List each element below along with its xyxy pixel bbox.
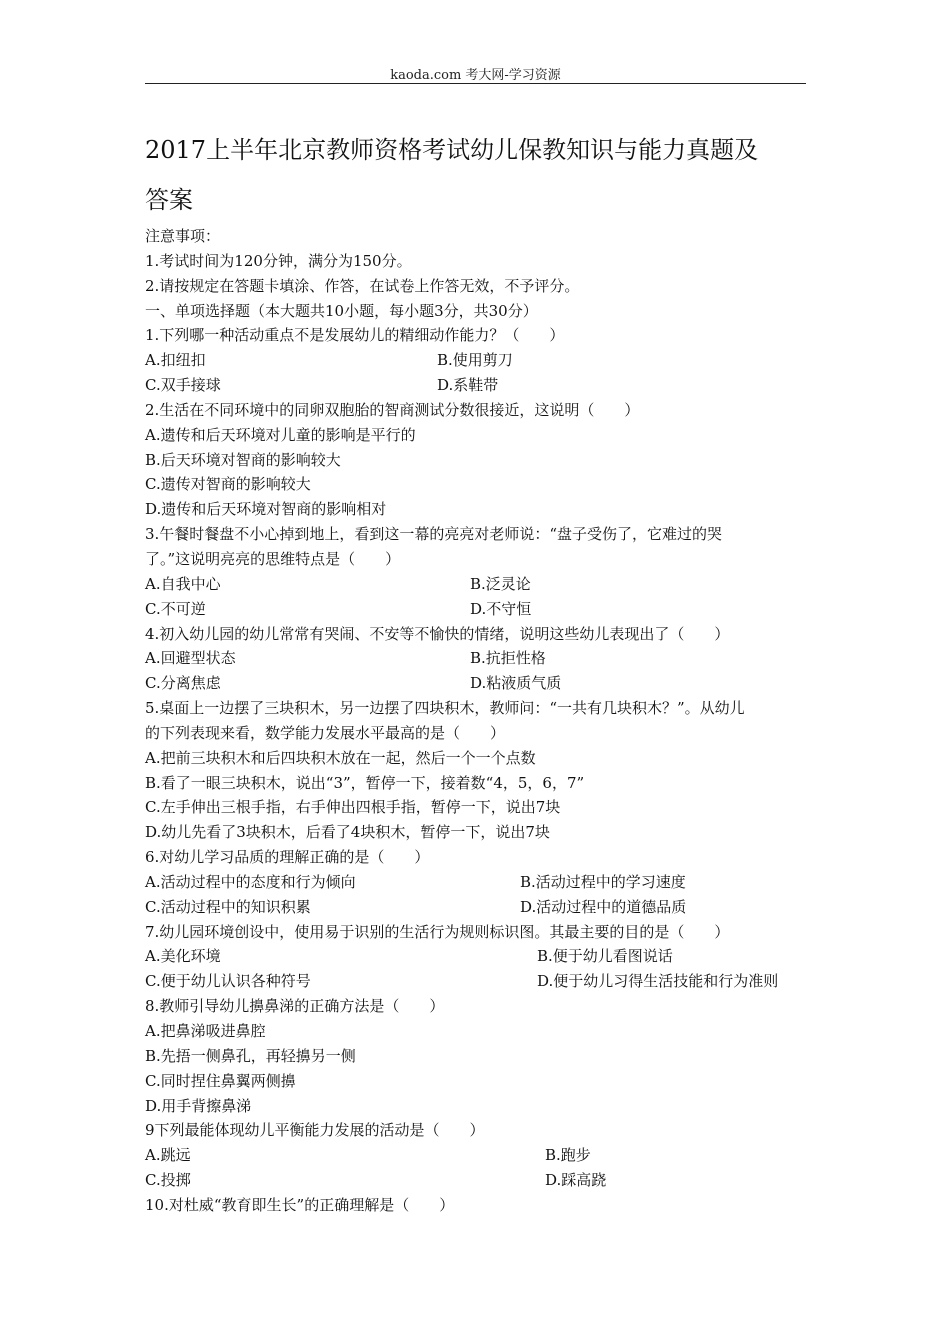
exam-body xyxy=(145,224,806,1218)
question-stem: 8.教师引导幼儿擤鼻涕的正确方法是（ ） xyxy=(145,997,445,1016)
option: C.不可逆 xyxy=(145,599,206,618)
option: D.幼儿先看了3块积木，后看了4块积木，暂停一下，说出7块 xyxy=(145,823,550,842)
option: C.左手伸出三根手指，右手伸出四根手指，暂停一下，说出7块 xyxy=(145,798,561,817)
option-row xyxy=(145,1168,806,1193)
option: D.用手背擦鼻涕 xyxy=(145,1096,252,1115)
option: C.便于幼儿认识各种符号 xyxy=(145,972,311,991)
option-row xyxy=(145,646,806,671)
option: C.遗传对智商的影响较大 xyxy=(145,475,311,494)
option: B.看了一眼三块积木，说出“3”，暂停一下，接着数“4，5，6，7” xyxy=(145,773,585,792)
notice-item: 2.请按规定在答题卡填涂、作答，在试卷上作答无效，不予评分。 xyxy=(145,276,580,295)
option: A.遗传和后天环境对儿童的影响是平行的 xyxy=(145,425,416,444)
question-stem: 6.对幼儿学习品质的理解正确的是（ ） xyxy=(145,848,430,867)
option: D.不守恒 xyxy=(470,599,532,618)
option: D.遗传和后天环境对智商的影响相对 xyxy=(145,500,387,519)
option: D.踩高跷 xyxy=(545,1171,607,1190)
page-header: kaoda.com 考大网-学习资源 xyxy=(390,68,561,83)
option: A.把前三块积木和后四块积木放在一起，然后一个一个点数 xyxy=(145,748,536,767)
option-row xyxy=(145,944,806,969)
document-title-continued: 答案 xyxy=(145,186,193,214)
option: C.同时捏住鼻翼两侧擤 xyxy=(145,1071,296,1090)
option: C.投掷 xyxy=(145,1171,191,1190)
section-heading: 一、单项选择题（本大题共10小题，每小题3分，共30分） xyxy=(145,301,538,320)
option: D.系鞋带 xyxy=(437,376,499,395)
question-stem: 3.午餐时餐盘不小心掉到地上，看到这一幕的亮亮对老师说：“盘子受伤了，它难过的哭 xyxy=(145,525,722,544)
option: B.后天环境对智商的影响较大 xyxy=(145,450,341,469)
question-stem: 5.桌面上一边摆了三块积木，另一边摆了四块积木，教师问：“一共有几块积木？”。从幼儿 xyxy=(145,699,745,718)
option: A.活动过程中的态度和行为倾向 xyxy=(145,872,356,891)
option-row xyxy=(145,895,806,920)
option: D.便于幼儿习得生活技能和行为准则 xyxy=(537,972,779,991)
option: A.自我中心 xyxy=(145,574,221,593)
notice-heading: 注意事项： xyxy=(145,227,221,245)
notice-item: 1.考试时间为120分钟，满分为150分。 xyxy=(145,251,412,270)
question-stem: 了。”这说明亮亮的思维特点是（ ） xyxy=(145,549,401,568)
question-stem: 9下列最能体现幼儿平衡能力发展的活动是（ ） xyxy=(145,1121,485,1140)
option: A.回避型状态 xyxy=(145,649,236,668)
option-row xyxy=(145,1143,806,1168)
question-stem: 1.下列哪一种活动重点不是发展幼儿的精细动作能力？（ ） xyxy=(145,326,565,345)
header-rule xyxy=(145,83,806,84)
option: C.活动过程中的知识积累 xyxy=(145,897,311,916)
option: A.扣纽扣 xyxy=(145,351,206,370)
option-row xyxy=(145,671,806,696)
option: B.先捂一侧鼻孔，再轻擤另一侧 xyxy=(145,1046,356,1065)
question-stem: 2.生活在不同环境中的同卵双胞胎的智商测试分数很接近，这说明（ ） xyxy=(145,400,640,419)
document-title: 2017上半年北京教师资格考试幼儿保教知识与能力真题及 xyxy=(145,136,759,164)
question-stem: 7.幼儿园环境创设中，使用易于识别的生活行为规则标识图。其最主要的目的是（ ） xyxy=(145,922,730,941)
option: A.把鼻涕吸进鼻腔 xyxy=(145,1022,266,1040)
option-row xyxy=(145,969,806,994)
option: B.使用剪刀 xyxy=(437,351,513,370)
option: B.抗拒性格 xyxy=(470,649,546,668)
option-row xyxy=(145,572,806,597)
option: B.便于幼儿看图说话 xyxy=(537,947,673,966)
question-stem: 10.对杜威“教育即生长”的正确理解是（ ） xyxy=(145,1195,455,1214)
option-row xyxy=(145,373,806,398)
option: A.美化环境 xyxy=(145,947,221,966)
option: B.跑步 xyxy=(545,1146,591,1165)
question-stem: 的下列表现来看，数学能力发展水平最高的是（ ） xyxy=(145,723,506,742)
option: D.活动过程中的道德品质 xyxy=(520,897,687,916)
option: B.泛灵论 xyxy=(470,574,531,593)
option: C.双手接球 xyxy=(145,376,221,395)
option-row xyxy=(145,870,806,895)
question-stem: 4.初入幼儿园的幼儿常常有哭闹、不安等不愉快的情绪，说明这些幼儿表现出了（ ） xyxy=(145,624,730,643)
option: A.跳远 xyxy=(145,1146,191,1165)
option: C.分离焦虑 xyxy=(145,674,221,693)
option-row xyxy=(145,348,806,373)
option-row xyxy=(145,597,806,622)
option: D.粘液质气质 xyxy=(470,674,562,693)
option: B.活动过程中的学习速度 xyxy=(520,872,686,891)
